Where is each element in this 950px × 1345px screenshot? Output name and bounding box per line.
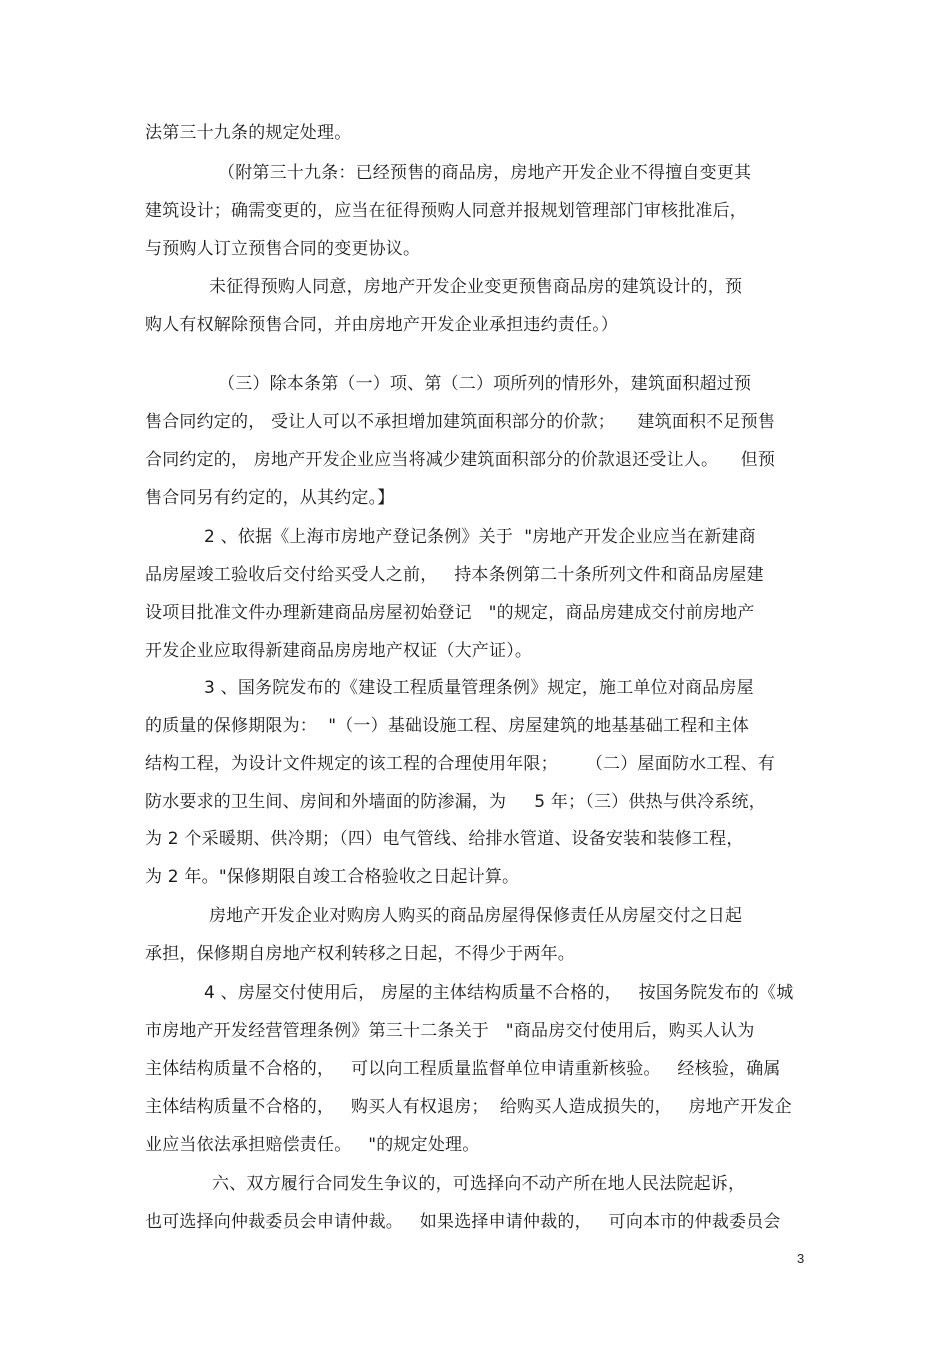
- text-line: （三）除本条第（一）项、第（二）项所列的情形外，建筑面积超过预: [218, 374, 752, 394]
- text-line: 售合同另有约定的，从其约定。】: [145, 488, 395, 508]
- text-line: 市房地产开发经营管理条例》第三十二条关于 "商品房交付使用后，购买人认为: [145, 1021, 755, 1041]
- text-line: 法第三十九条的规定处理。: [145, 123, 352, 143]
- page-number: 3: [797, 1251, 805, 1266]
- text-line: 3 、国务院发布的《建设工程质量管理条例》规定，施工单位对商品房屋: [204, 678, 754, 698]
- text-line: 合同约定的， 房地产开发企业应当将减少建筑面积部分的价款退还受让人。 但预: [145, 450, 776, 470]
- text-line: 设项目批准文件办理新建商品房屋初始登记 "的规定，商品房建成交付前房地产: [145, 603, 755, 623]
- text-line: 为 2 年。"保修期限自竣工合格验收之日起计算。: [145, 867, 520, 887]
- text-line: 也可选择向仲裁委员会申请仲裁。 如果选择申请仲裁的， 可向本市的仲裁委员会: [145, 1212, 781, 1232]
- text-line: 六、双方履行合同发生争议的，可选择向不动产所在地人民法院起诉，: [212, 1174, 746, 1194]
- text-line: 未征得预购人同意，房地产开发企业变更预售商品房的建筑设计的，预: [209, 277, 743, 297]
- text-line: 主体结构质量不合格的， 可以向工程质量监督单位申请重新核验。 经核验，确属: [145, 1059, 781, 1079]
- text-line: 主体结构质量不合格的， 购买人有权退房； 给购买人造成损失的， 房地产开发企: [145, 1097, 792, 1117]
- text-line: 房地产开发企业对购房人购买的商品房屋得保修责任从房屋交付之日起: [209, 906, 743, 926]
- text-line: 业应当依法承担赔偿责任。 "的规定处理。: [145, 1135, 480, 1155]
- text-line: 与预购人订立预售合同的变更协议。: [145, 239, 421, 259]
- text-line: 品房屋竣工验收后交付给买受人之前， 持本条例第二十条所列文件和商品房屋建: [145, 565, 764, 585]
- text-line: 防水要求的卫生间、房间和外墙面的防渗漏，为 5 年；（三）供热与供冷系统，: [145, 792, 766, 812]
- text-line: 建筑设计；确需变更的，应当在征得预购人同意并报规划管理部门审核批准后，: [145, 201, 747, 221]
- text-line: 为 2 个采暖期、供冷期；（四）电气管线、给排水管道、设备安装和装修工程，: [145, 829, 744, 849]
- text-line: 2 、依据《上海市房地产登记条例》关于 "房地产开发企业应当在新建商: [204, 527, 756, 547]
- text-line: 开发企业应取得新建商品房房地产权证（大产证）。: [145, 641, 533, 661]
- text-line: （附第三十九条：已经预售的商品房，房地产开发企业不得擅自变更其: [218, 163, 752, 183]
- text-line: 结构工程，为设计文件规定的该工程的合理使用年限； （二）屋面防水工程、有: [145, 754, 776, 774]
- text-line: 购人有权解除预售合同，并由房地产开发企业承担违约责任。）: [145, 315, 619, 335]
- text-line: 售合同约定的， 受让人可以不承担增加建筑面积部分的价款； 建筑面积不足预售: [145, 412, 776, 432]
- text-line: 承担，保修期自房地产权利转移之日起，不得少于两年。: [145, 944, 575, 964]
- text-line: 4 、房屋交付使用后， 房屋的主体结构质量不合格的， 按国务院发布的《城: [204, 983, 794, 1003]
- text-line: 的质量的保修期限为： "（一）基础设施工程、房屋建筑的地基基础工程和主体: [145, 716, 750, 736]
